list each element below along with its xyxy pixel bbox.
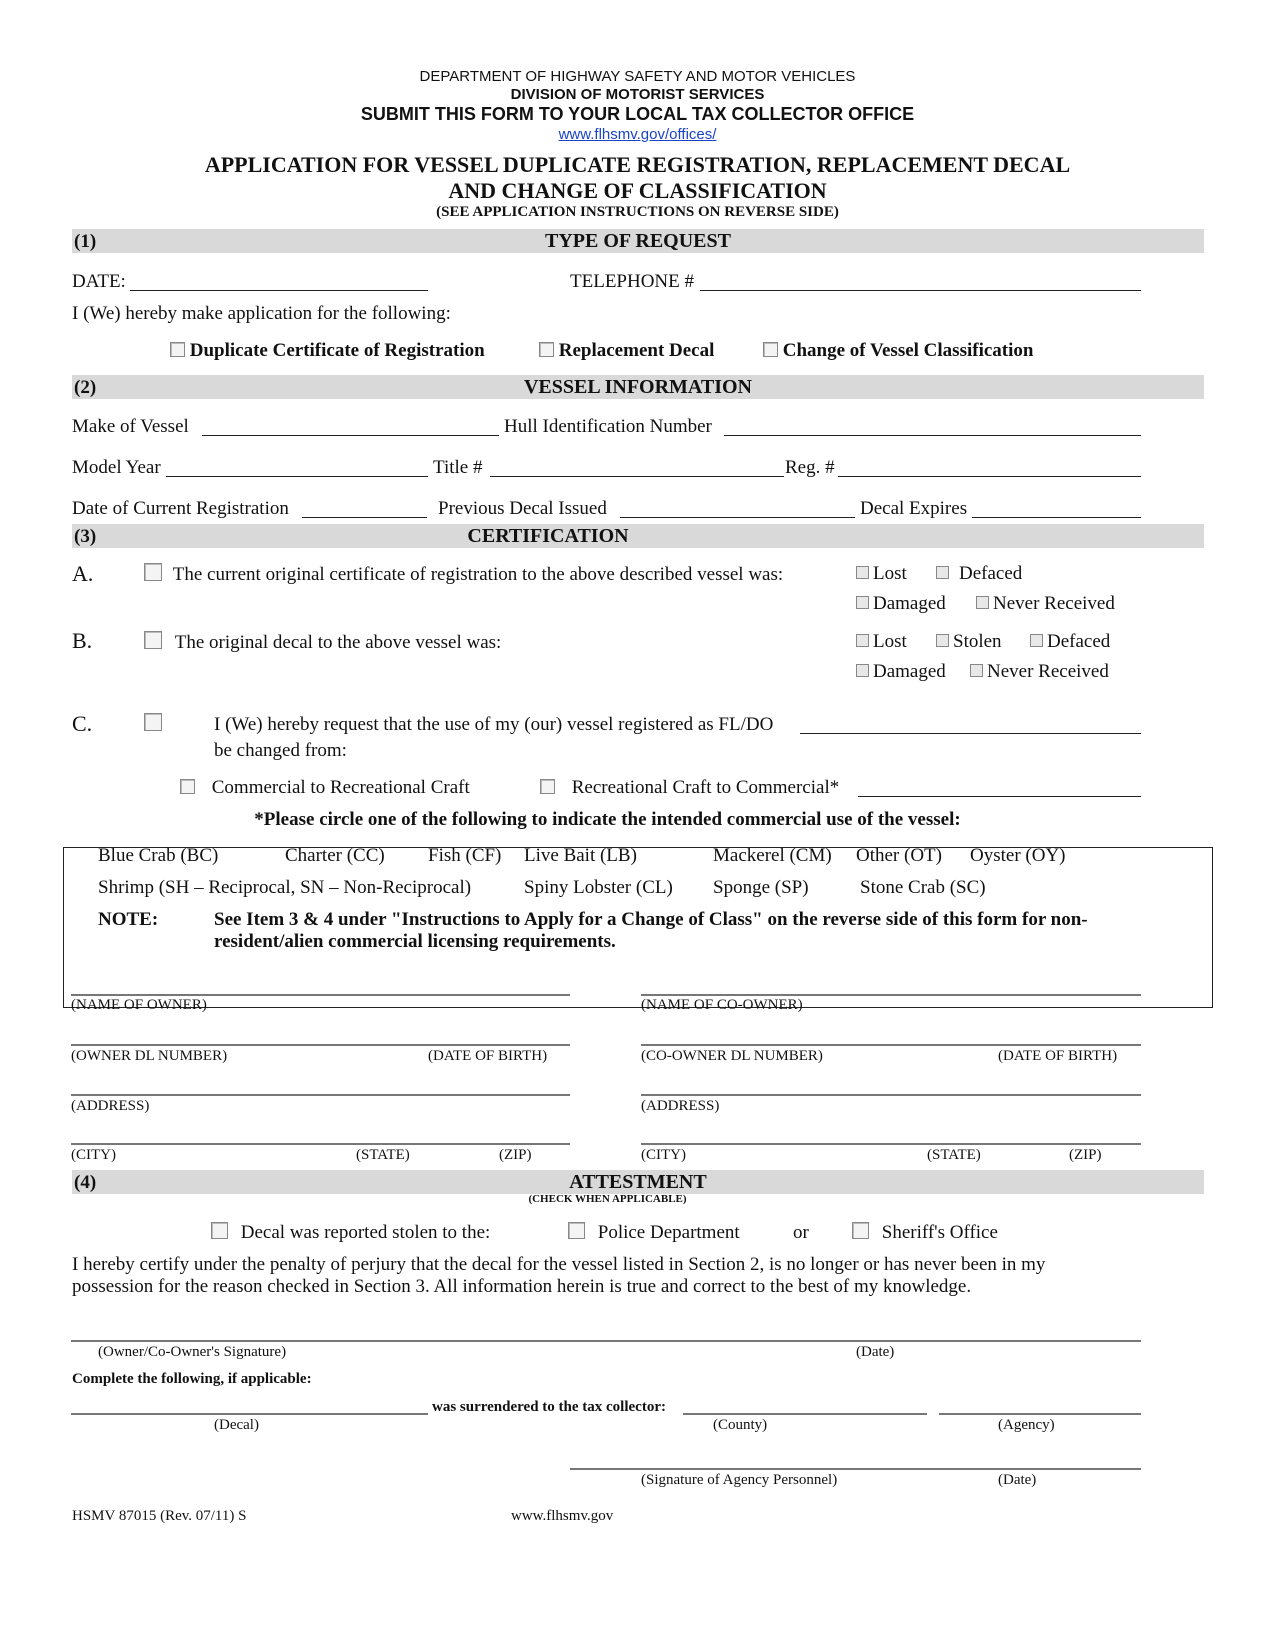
division-name: DIVISION OF MOTORIST SERVICES <box>510 86 765 103</box>
use-blue-crab[interactable]: Blue Crab (BC) <box>98 845 219 866</box>
coowner-address-label: (ADDRESS) <box>641 1098 720 1114</box>
item-c-text: I (We) hereby request that the use of my (our) vessel registered as FL/DO <box>214 714 774 735</box>
current-registration-label: Date of Current Registration <box>72 498 289 519</box>
coowner-name-label: (NAME OF CO-OWNER) <box>641 997 803 1013</box>
form-subtitle: (SEE APPLICATION INSTRUCTIONS ON REVERSE SIDE) <box>436 204 839 220</box>
decal-label: (Decal) <box>214 1417 259 1433</box>
or-label: or <box>793 1222 809 1243</box>
b-option-damaged[interactable]: Damaged <box>856 661 946 683</box>
complete-if-applicable: Complete the following, if applicable: <box>72 1371 312 1387</box>
item-c-letter: C. <box>72 711 93 736</box>
attestment-subtitle: (CHECK WHEN APPLICABLE) <box>528 1193 687 1205</box>
agency-field[interactable] <box>939 1413 1141 1415</box>
model-year-label: Model Year <box>72 457 161 478</box>
section-2-header <box>72 375 1204 399</box>
previous-decal-label: Previous Decal Issued <box>438 498 607 519</box>
title-number-label: Title # <box>433 457 483 478</box>
checkbox-icon[interactable] <box>852 1222 869 1239</box>
owner-dob-label: (DATE OF BIRTH) <box>428 1048 548 1064</box>
use-stone-crab[interactable]: Stone Crab (SC) <box>860 877 986 898</box>
make-field[interactable] <box>202 435 499 436</box>
signature-label: (Owner/Co-Owner's Signature) <box>98 1344 287 1360</box>
owner-dl-label: (OWNER DL NUMBER) <box>71 1048 228 1064</box>
note-label: NOTE: <box>98 909 159 930</box>
option-duplicate-registration[interactable]: Duplicate Certificate of Registration <box>170 340 485 362</box>
checkbox-icon[interactable] <box>540 779 555 794</box>
note-line1: See Item 3 & 4 under "Instructions to Apply for a Change of Class" on the reverse side of this form for non- <box>214 909 1088 930</box>
fl-do-number-field[interactable] <box>800 733 1141 734</box>
form-title-line2: AND CHANGE OF CLASSIFICATION <box>448 178 827 203</box>
use-other[interactable]: Other (OT) <box>856 845 942 866</box>
option-commercial-to-recreational[interactable]: Commercial to Recreational Craft <box>180 777 470 799</box>
item-c-checkbox[interactable] <box>144 713 162 735</box>
footer-website: www.flhsmv.gov <box>511 1508 614 1524</box>
section-title: CERTIFICATION <box>467 525 629 547</box>
agency-label: (Agency) <box>998 1417 1055 1433</box>
checkbox-icon[interactable] <box>856 634 869 647</box>
form-title-line1: APPLICATION FOR VESSEL DUPLICATE REGISTRATION, REPLACEMENT DECAL <box>204 152 1071 177</box>
owner-state-label: (STATE) <box>356 1147 410 1163</box>
police-department-option[interactable]: Police Department <box>568 1222 740 1244</box>
hin-field[interactable] <box>724 435 1141 436</box>
item-c-text-line2: be changed from: <box>214 740 347 761</box>
b-option-never-received[interactable]: Never Received <box>970 661 1109 683</box>
decal-expires-label: Decal Expires <box>860 498 968 519</box>
coowner-city-field[interactable] <box>641 1143 1141 1145</box>
coowner-state-label: (STATE) <box>927 1147 981 1163</box>
checkbox-icon[interactable] <box>144 713 162 731</box>
checkbox-icon[interactable] <box>144 563 162 581</box>
owner-city-label: (CITY) <box>71 1147 116 1163</box>
section-title: TYPE OF REQUEST <box>545 230 731 252</box>
checkbox-icon[interactable] <box>144 631 162 649</box>
section-number: (3) <box>74 526 97 547</box>
b-option-stolen[interactable]: Stolen <box>936 631 1002 653</box>
item-b-letter: B. <box>72 628 93 653</box>
commercial-use-field[interactable] <box>858 796 1141 797</box>
use-spiny-lobster[interactable]: Spiny Lobster (CL) <box>524 877 673 898</box>
section-3-header <box>72 524 1204 548</box>
county-label: (County) <box>713 1417 768 1433</box>
signature-date-label: (Date) <box>856 1344 895 1360</box>
certify-line2: possession for the reason checked in Section 3. All information herein is true and correct to the best of my knowledge. <box>72 1276 972 1297</box>
checkbox-icon[interactable] <box>568 1222 585 1239</box>
owner-dl-field[interactable] <box>71 1044 570 1046</box>
section-number: (1) <box>74 231 97 252</box>
department-name: DEPARTMENT OF HIGHWAY SAFETY AND MOTOR VEHICLES <box>419 68 856 85</box>
checkbox-icon[interactable] <box>976 596 989 609</box>
section-number: (4) <box>74 1172 97 1193</box>
use-sponge[interactable]: Sponge (SP) <box>713 877 809 898</box>
b-option-defaced[interactable]: Defaced <box>1030 631 1110 653</box>
model-year-field[interactable] <box>166 476 428 477</box>
submit-instruction: SUBMIT THIS FORM TO YOUR LOCAL TAX COLLECTOR OFFICE <box>360 104 915 124</box>
a-option-defaced[interactable]: Defaced <box>936 563 1022 585</box>
title-number-field[interactable] <box>490 476 784 477</box>
coowner-name-field[interactable] <box>641 994 1141 996</box>
date-label: DATE: <box>72 271 126 292</box>
coowner-dl-field[interactable] <box>641 1044 1141 1046</box>
section-1-header <box>72 229 1204 253</box>
hin-label: Hull Identification Number <box>504 416 712 437</box>
agency-date-label: (Date) <box>998 1472 1037 1488</box>
certify-line1: I hereby certify under the penalty of perjury that the decal for the vessel listed in Section 2, is no longer or has never been in my <box>72 1254 1046 1275</box>
checkbox-icon[interactable] <box>763 342 778 357</box>
owner-name-field[interactable] <box>71 994 570 996</box>
checkbox-icon[interactable] <box>856 664 869 677</box>
use-shrimp[interactable]: Shrimp (SH – Reciprocal, SN – Non-Reciprocal) <box>98 877 472 898</box>
agency-signature-field[interactable] <box>570 1468 1141 1470</box>
use-live-bait[interactable]: Live Bait (LB) <box>524 845 637 866</box>
date-field[interactable] <box>130 290 428 291</box>
reg-number-field[interactable] <box>838 476 1141 477</box>
county-field[interactable] <box>683 1413 927 1415</box>
item-a-letter: A. <box>72 561 94 586</box>
commercial-use-heading: *Please circle one of the following to indicate the intended commercial use of the vessel: <box>254 809 961 830</box>
note-line2: resident/alien commercial licensing requirements. <box>214 931 616 952</box>
checkbox-icon[interactable] <box>180 779 195 794</box>
a-option-never-received[interactable]: Never Received <box>976 593 1115 615</box>
coowner-zip-label: (ZIP) <box>1069 1147 1102 1163</box>
item-a[interactable]: The current original certificate of registration to the above described vessel was: <box>144 563 783 586</box>
use-mackerel[interactable]: Mackerel (CM) <box>713 845 832 866</box>
sheriffs-office-option[interactable]: Sheriff's Office <box>852 1222 998 1244</box>
section-number: (2) <box>74 377 97 398</box>
telephone-field[interactable] <box>700 290 1141 291</box>
checkbox-icon[interactable] <box>970 664 983 677</box>
item-b[interactable]: The original decal to the above vessel was: <box>144 631 501 654</box>
coowner-address-field[interactable] <box>641 1094 1141 1096</box>
use-charter[interactable]: Charter (CC) <box>285 845 385 866</box>
coowner-dob-label: (DATE OF BIRTH) <box>998 1048 1118 1064</box>
checkbox-icon[interactable] <box>170 342 185 357</box>
telephone-label: TELEPHONE # <box>570 271 695 292</box>
decal-field[interactable] <box>71 1413 428 1415</box>
section-title: VESSEL INFORMATION <box>523 376 752 398</box>
checkbox-icon[interactable] <box>856 566 869 579</box>
checkbox-icon[interactable] <box>936 566 949 579</box>
coowner-city-label: (CITY) <box>641 1147 686 1163</box>
owner-address-field[interactable] <box>71 1094 570 1096</box>
section-4-header <box>72 1170 1204 1194</box>
decal-stolen-option[interactable]: Decal was reported stolen to the: <box>211 1222 490 1244</box>
use-oyster[interactable]: Oyster (OY) <box>970 845 1066 866</box>
option-recreational-to-commercial[interactable]: Recreational Craft to Commercial* <box>540 777 839 799</box>
option-replacement-decal[interactable]: Replacement Decal <box>539 340 714 362</box>
checkbox-icon[interactable] <box>211 1222 228 1239</box>
offices-link[interactable]: www.flhsmv.gov/offices/ <box>558 126 717 143</box>
decal-expires-field[interactable] <box>972 517 1141 518</box>
previous-decal-field[interactable] <box>620 517 855 518</box>
owner-city-field[interactable] <box>71 1143 570 1145</box>
use-fish[interactable]: Fish (CF) <box>428 845 502 866</box>
reg-number-label: Reg. # <box>785 457 835 478</box>
current-registration-field[interactable] <box>302 517 427 518</box>
application-intro: I (We) hereby make application for the following: <box>72 303 451 324</box>
owner-address-label: (ADDRESS) <box>71 1098 150 1114</box>
surrendered-label: was surrendered to the tax collector: <box>432 1399 666 1415</box>
checkbox-icon[interactable] <box>936 634 949 647</box>
a-option-lost[interactable]: Lost <box>856 563 907 585</box>
a-option-damaged[interactable]: Damaged <box>856 593 946 615</box>
owner-name-label: (NAME OF OWNER) <box>71 997 207 1013</box>
option-change-classification[interactable]: Change of Vessel Classification <box>763 340 1033 362</box>
b-option-lost[interactable]: Lost <box>856 631 907 653</box>
checkbox-icon[interactable] <box>1030 634 1043 647</box>
checkbox-icon[interactable] <box>856 596 869 609</box>
make-label: Make of Vessel <box>72 416 189 437</box>
checkbox-icon[interactable] <box>539 342 554 357</box>
section-title: ATTESTMENT <box>569 1171 707 1193</box>
owner-zip-label: (ZIP) <box>499 1147 532 1163</box>
agency-signature-label: (Signature of Agency Personnel) <box>641 1472 838 1488</box>
coowner-dl-label: (CO-OWNER DL NUMBER) <box>641 1048 823 1064</box>
signature-field[interactable] <box>71 1340 1141 1342</box>
form-id: HSMV 87015 (Rev. 07/11) S <box>72 1508 247 1524</box>
